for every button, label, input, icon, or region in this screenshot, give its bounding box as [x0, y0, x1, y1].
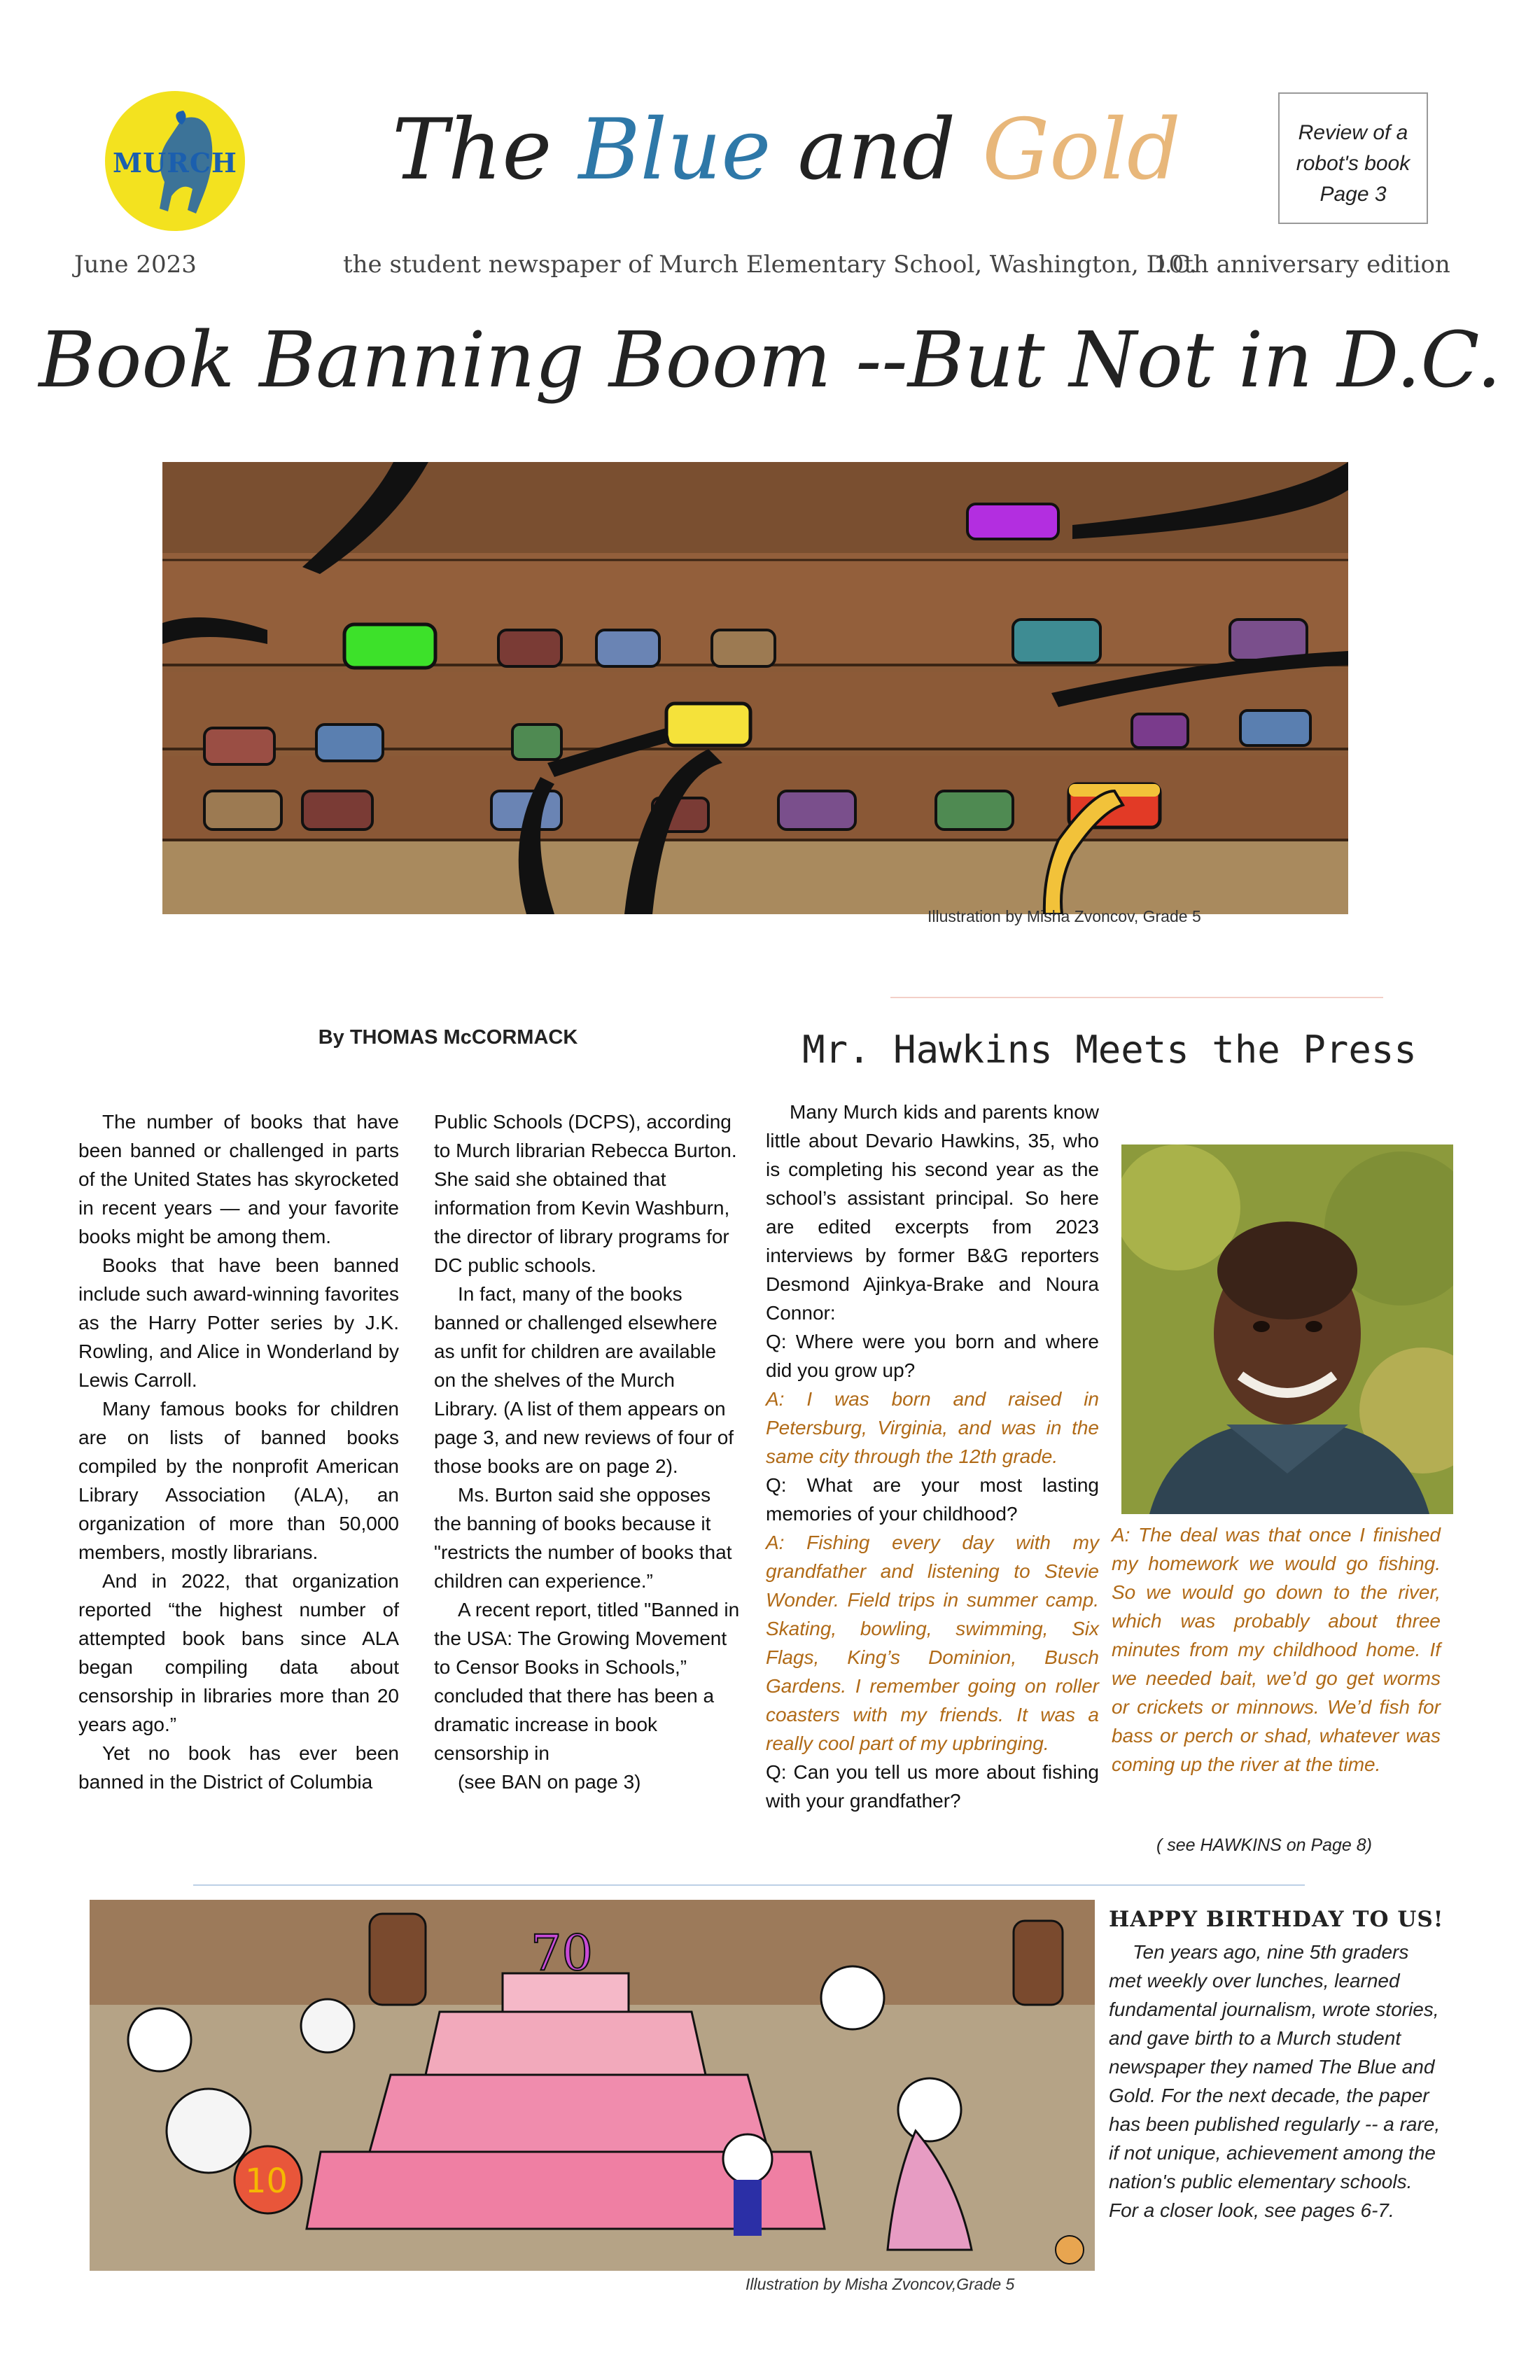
top-illustration-caption: Illustration by Misha Zvoncov, Grade 5 — [927, 907, 1201, 925]
section-divider — [193, 1884, 1305, 1886]
interview-answer: A: Fishing every day with my grandfather and listening to Stevie Wonder. Field trips in summer camp. Skating, bowling, swimming, Six Flags, King’s Dominion, Busch Gardens. I remember going on roller coasters with my friends. It was a really cool part of my upbringing. — [766, 1532, 1099, 1754]
masthead-gold: Gold — [982, 102, 1181, 199]
article-paragraph: Ms. Burton said she opposes the banning of books because it "restricts the number of books that children can experience.” — [434, 1484, 732, 1592]
hawkins-jump-link[interactable]: ( see HAWKINS on Page 8) — [1156, 1835, 1373, 1855]
article-column-2 — [434, 1107, 742, 1796]
edition-label: 10th anniversary edition — [1154, 251, 1450, 279]
article-paragraph: Books that have been banned include such award-winning favorites as the Harry Potter series by J.K. Rowling, and Alice in Wonderland by Lewis Carroll. — [78, 1254, 399, 1391]
article-column-1 — [78, 1107, 399, 1796]
article-paragraph: Yet no book has ever been banned in the District of Columbia — [78, 1742, 399, 1793]
main-headline: Book Banning Boom --But Not in D.C. — [38, 315, 1502, 405]
school-logo — [105, 91, 245, 231]
article-paragraph: Public Schools (DCPS), according to Murch librarian Rebecca Burton. She said she obtained that information from Kevin Washburn, the director of library programs for DC public schools. — [434, 1111, 737, 1276]
logo-text: MURCH — [113, 147, 237, 178]
article-paragraph: The number of books that have been banned or challenged in parts of the United States has skyrocketed in recent years — and your favorite books might be among them. — [78, 1111, 399, 1247]
interview-question: Q: Where were you born and where did you grow up? — [766, 1331, 1099, 1381]
cake-number: 70 — [531, 1924, 594, 1982]
newspaper-masthead — [392, 91, 1181, 210]
tagline: the student newspaper of Murch Elementary School, Washington, D.C. — [343, 251, 1198, 279]
interview-question: Q: What are your most lasting memories of your childhood? — [766, 1474, 1099, 1525]
birthday-illustration — [90, 1900, 1095, 2271]
birthday-paragraph: Ten years ago, nine 5th graders met weekly over lunches, learned fundamental journalism, wrote stories, and gave birth to a Murch student newspaper they named The Blue and Gold. For the next decade, the paper has been published regularly -- a rare, if not unique, achievement among the nation's public elementary schools. For a closer look, see pages 6-7. — [1109, 1941, 1441, 2221]
masthead-and: and — [797, 102, 956, 199]
hawkins-title: Mr. Hawkins Meets the Press — [802, 1028, 1417, 1072]
hawkins-photo — [1121, 1144, 1453, 1514]
promo-line: Page 3 — [1320, 183, 1387, 206]
birthday-illustration-caption: Illustration by Misha Zvoncov,Grade 5 — [746, 2275, 1015, 2293]
article-paragraph: And in 2022, that organization reported “the highest number of attempted book bans since ALA began compiling data about censorship in libraries more than 20 years ago.” — [78, 1570, 399, 1735]
article-paragraph: A recent report, titled "Banned in the USA: The Growing Movement to Censor Books in Schools,” concluded that there has been a dramatic increase in book censorship in — [434, 1599, 740, 1764]
masthead-the: The — [392, 102, 552, 199]
article-paragraph: In fact, many of the books banned or challenged elsewhere as unfit for children are available on the shelves of the Murch Library. (A list of them appears on page 3, and new reviews of four of those books are on page 2). — [434, 1283, 734, 1477]
hawkins-intro: Many Murch kids and parents know little about Devario Hawkins, 35, who is completing his second year as the school’s assistant principal. So here are edited excerpts from 2023 interviews by former B&G reporters Desmond Ajinkya-Brake and Noura Connor: — [766, 1101, 1099, 1324]
birthday-title: HAPPY BIRTHDAY TO US! — [1109, 1907, 1444, 1932]
bookshelf-illustration — [162, 462, 1348, 914]
interview-answer: A: I was born and raised in Petersburg, Virginia, and was in the same city through the 12th grade. — [766, 1388, 1099, 1467]
issue-date: June 2023 — [74, 251, 197, 279]
shirt-number: 10 — [245, 2162, 288, 2201]
birthday-text — [1109, 1938, 1445, 2225]
promo-line: robot's book — [1296, 152, 1410, 175]
section-divider — [890, 997, 1383, 998]
masthead-blue: Blue — [578, 102, 771, 199]
article-jump-link[interactable]: (see BAN on page 3) — [458, 1771, 641, 1793]
promo-line: Review of a — [1298, 121, 1408, 144]
hawkins-column — [766, 1098, 1099, 1815]
interview-question: Q: Can you tell us more about fishing with your grandfather? — [766, 1761, 1099, 1812]
hawkins-answer-continued: A: The deal was that once I finished my homework we would go fishing. So we would go down to the river, which was probably about three minutes from my childhood home. If we needed bait, we’d go get worms or crickets or minnows. We’d fish for bass or perch or shad, whatever was coming up the river at the time. — [1112, 1524, 1441, 1775]
article-byline: By THOMAS McCORMACK — [318, 1026, 578, 1049]
promo-box[interactable] — [1278, 92, 1428, 224]
article-paragraph: Many famous books for children are on lists of banned books compiled by the nonprofit American Library Association (ALA), an organization of more than 50,000 members, mostly librarians. — [78, 1398, 399, 1563]
